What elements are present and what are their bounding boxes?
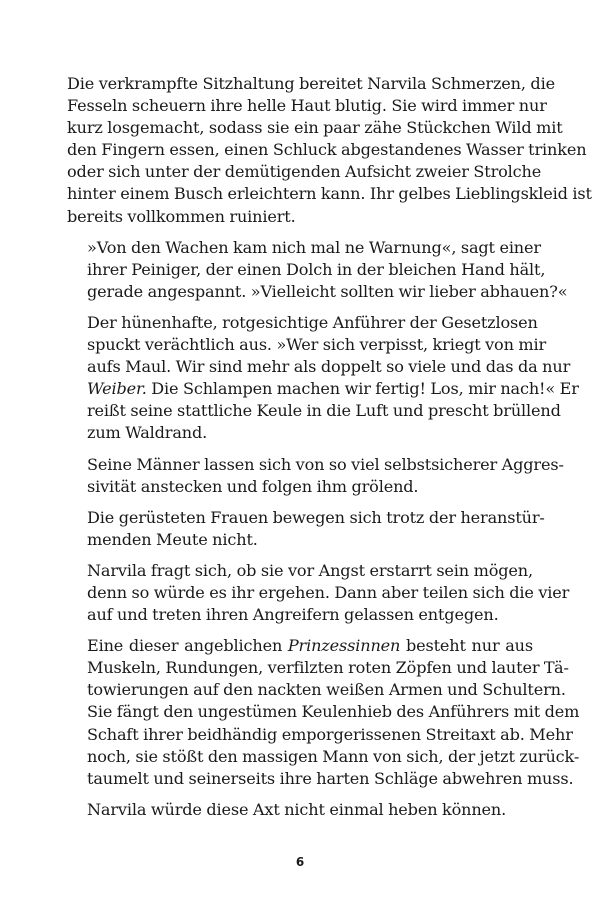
emphasis: Prinzessinnen [287,636,401,656]
text-line: towierungen auf den nackten weißen Armen und Schultern. [87,680,566,700]
paragraph [67,237,568,303]
text-line: ihrer Peiniger, der einen Dolch in der bleichen Hand hält, [87,259,546,279]
text-line: zum Waldrand. [87,423,208,443]
text-line: bereits vollkommen ruiniert. [67,206,296,226]
text-line: spuckt verächtlich aus. »Wer sich verpisst, kriegt von mir [87,335,547,355]
text-line: Seine Männer lassen sich von so viel selbstsicherer Aggres- [87,454,564,474]
text-line: hinter einem Busch erleichtern kann. Ihr gelbes Lieblingskleid ist [67,184,592,204]
text-line: »Von den Wachen kam nich mal ne Warnung«, sagt einer [87,237,541,257]
text-line: oder sich unter der demütigenden Aufsicht zweier Strolche [67,162,542,182]
text-line: Narvila fragt sich, ob sie vor Angst erstarrt sein mögen, [87,560,533,580]
page-number: 6 [295,855,305,869]
text-line: Weiber. Die Schlampen machen wir fertig! Los, mir nach!« Er [87,379,579,399]
paragraph [67,560,570,626]
text-line: Schaft ihrer beidhändig emporgerissenen Streitaxt ab. Mehr [87,724,573,744]
text-line: Die gerüsteten Frauen bewegen sich trotz der heranstür- [87,507,545,527]
text-line: aufs Maul. Wir sind mehr als doppelt so viele und das da nur [87,357,571,377]
text-line: denn so würde es ihr ergehen. Dann aber teilen sich die vier [87,582,570,602]
text-line: Fesseln scheuern ihre helle Haut blutig. Sie wird immer nur [67,96,547,116]
paragraph [67,73,592,228]
text-line: kurz losgemacht, sodass sie ein paar zähe Stückchen Wild mit [67,118,563,138]
emphasis: Weiber. [87,379,147,399]
text-line: Muskeln, Rundungen, verfilzten roten Zöpfen und lauter Tä- [87,658,569,678]
text-line: taumelt und seinerseits ihre harten Schläge abwehren muss. [87,768,574,788]
body-text [67,73,592,830]
text-line: reißt seine stattliche Keule in die Luft und prescht brüllend [87,401,561,421]
text-line: menden Meute nicht. [87,529,258,549]
text-line: auf und treten ihren Angreifern gelassen entgegen. [87,605,499,625]
paragraph [67,507,545,551]
text-line: Eine dieser angeblichen Prinzessinnen besteht nur aus [87,636,533,656]
paragraph [67,454,564,498]
text-line: gerade angespannt. »Vielleicht sollten wir lieber abhauen?« [87,281,568,301]
paragraph [67,635,580,790]
text-line: noch, sie stößt den massigen Mann von sich, der jetzt zurück- [87,746,580,766]
text-line: Narvila würde diese Axt nicht einmal heben können. [87,799,507,819]
paragraph [67,799,533,821]
text-line: sivität anstecken und folgen ihm grölend. [87,476,419,496]
text-line: Die verkrampfte Sitzhaltung bereitet Narvila Schmerzen, die [67,74,555,93]
text-line: den Fingern essen, einen Schluck abgestandenes Wasser trinken [67,140,587,160]
text-line: Der hünenhafte, rotgesichtige Anführer der Gesetzlosen [87,312,538,332]
paragraph [67,312,579,445]
text-line: Sie fängt den ungestümen Keulenhieb des Anführers mit dem [87,702,580,722]
